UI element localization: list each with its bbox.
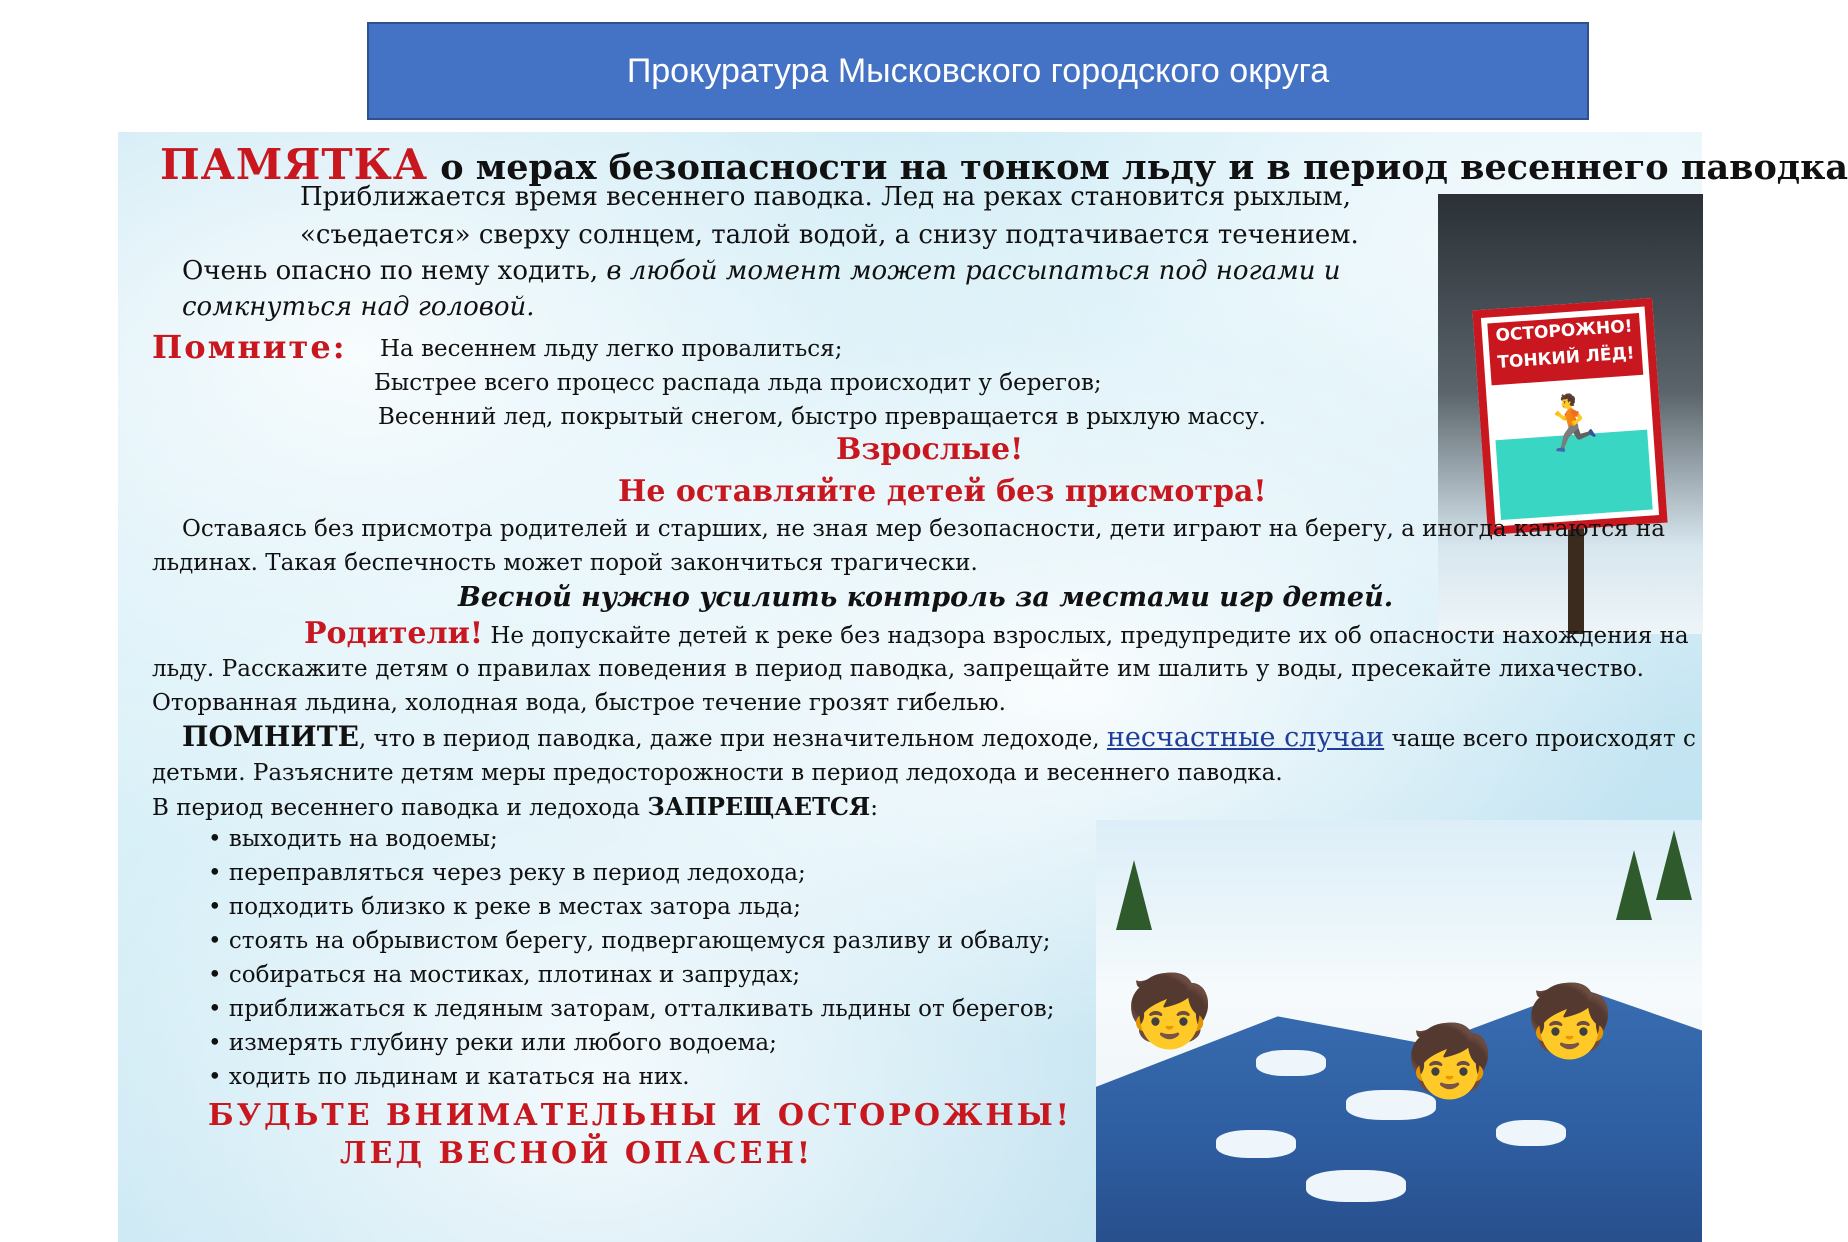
ice-floe-shape: [1306, 1170, 1406, 1202]
closing-line-2: ЛЕД ВЕСНОЙ ОПАСЕН!: [340, 1136, 814, 1171]
intro-line-3: [182, 256, 1340, 286]
closing-line-1: БУДЬТЕ ВНИМАТЕЛЬНЫ И ОСТОРОЖНЫ!: [208, 1098, 1072, 1133]
remember2-text-2: детьми. Разъясните детям меры предосторожности в период ледохода и весеннего паводка.: [152, 760, 1283, 786]
forbidden-item: • приближаться к ледяным заторам, отталкивать льдины от берегов;: [208, 996, 1055, 1022]
intro-line-4: сомкнуться над головой.: [182, 292, 535, 322]
intro-line-3b: в любой момент может рассыпаться под ногами и: [606, 256, 1341, 286]
remember2-line-1: [182, 720, 1696, 753]
child-figure-icon: 🧒: [1526, 980, 1614, 1062]
ice-floe-shape: [1216, 1130, 1296, 1158]
forbidden-word: ЗАПРЕЩАЕТСЯ: [647, 792, 871, 821]
forbidden-item: • собираться на мостиках, плотинах и запрудах;: [208, 962, 801, 988]
title-word: ПАМЯТКА: [160, 140, 429, 189]
forbidden-item: • ходить по льдинам и кататься на них.: [208, 1064, 690, 1090]
thin-ice-sign-illustration: [1438, 194, 1703, 634]
parents-line-1: [304, 616, 1689, 651]
sign-label: [1487, 313, 1643, 385]
adults-subheading: Не оставляйте детей без присмотра!: [618, 474, 1267, 509]
intro-line-2: «съедается» сверху солнцем, талой водой, а снизу подтачивается течением.: [300, 220, 1359, 250]
parents-text-1: Не допускайте детей к реке без надзора взрослых, предупредите их об опасности нахождения на: [483, 623, 1689, 649]
forbidden-intro: В период весеннего паводка и ледохода: [152, 795, 648, 821]
header-banner: [367, 22, 1589, 120]
sign-board: [1472, 298, 1667, 535]
spring-control-note: Весной нужно усилить контроль за местами игр детей.: [458, 582, 1394, 613]
child-figure-icon: 🧒: [1126, 970, 1214, 1052]
sign-line-2: ТОНКИЙ ЛЁД!: [1496, 343, 1636, 373]
forbidden-item: • измерять глубину реки или любого водоема;: [208, 1030, 777, 1056]
forbidden-item: • подходить близко к реке в местах затора льда;: [208, 894, 801, 920]
falling-person-icon: 🏃: [1536, 389, 1608, 458]
forbidden-intro-line: [152, 792, 878, 821]
forbidden-item: • переправляться через реку в период ледохода;: [208, 860, 806, 886]
sign-line-1: ОСТОРОЖНО!: [1494, 316, 1634, 346]
tree-shape: [1656, 830, 1692, 900]
tree-shape: [1116, 860, 1152, 930]
adults-text-1: Оставаясь без присмотра родителей и старших, не зная мер безопасности, дети играют на берегу, а иногда катаются на: [182, 516, 1665, 542]
remember-item: Весенний лед, покрытый снегом, быстро превращается в рыхлую массу.: [378, 404, 1266, 430]
remember2-text-b: чаще всего происходят с: [1384, 726, 1696, 752]
intro-line-3a: Очень опасно по нему ходить,: [182, 256, 607, 286]
remember-label: Помните:: [152, 328, 347, 366]
remember2-label: ПОМНИТЕ: [182, 720, 359, 753]
remember2-text-a: , что в период паводка, даже при незначительном ледоходе,: [358, 726, 1107, 752]
parents-label: Родители!: [304, 616, 484, 651]
adults-heading: Взрослые!: [836, 432, 1024, 467]
accidents-link[interactable]: несчастные случаи: [1106, 722, 1385, 753]
tree-shape: [1616, 850, 1652, 920]
remember-item: На весеннем льду легко провалиться;: [380, 336, 843, 362]
spring-river-illustration: [1096, 820, 1702, 1242]
adults-text-2: льдинах. Такая беспечность может порой закончиться трагически.: [152, 550, 978, 576]
forbidden-item: • стоять на обрывистом берегу, подвергающемуся разливу и обвалу;: [208, 928, 1051, 954]
header-title: Прокуратура Мысковского городского округа: [626, 51, 1330, 90]
ice-floe-shape: [1256, 1050, 1326, 1076]
title-rest: о мерах безопасности на тонком льду и в период весеннего паводка: [428, 147, 1848, 188]
child-figure-icon: 🧒: [1406, 1020, 1494, 1102]
forbidden-item: • выходить на водоемы;: [208, 826, 498, 852]
parents-text-2: льду. Расскажите детям о правилах поведения в период паводка, запрещайте им шалить у воды, пресекайте лихачество.: [152, 656, 1644, 682]
forbidden-colon: :: [870, 795, 878, 821]
intro-line-1: Приближается время весеннего паводка. Лед на реках становится рыхлым,: [300, 182, 1351, 212]
ice-floe-shape: [1496, 1120, 1566, 1146]
safety-poster: [118, 132, 1848, 1242]
remember-item: Быстрее всего процесс распада льда происходит у берегов;: [374, 370, 1102, 396]
parents-text-3: Оторванная льдина, холодная вода, быстрое течение грозят гибелью.: [152, 690, 1006, 716]
